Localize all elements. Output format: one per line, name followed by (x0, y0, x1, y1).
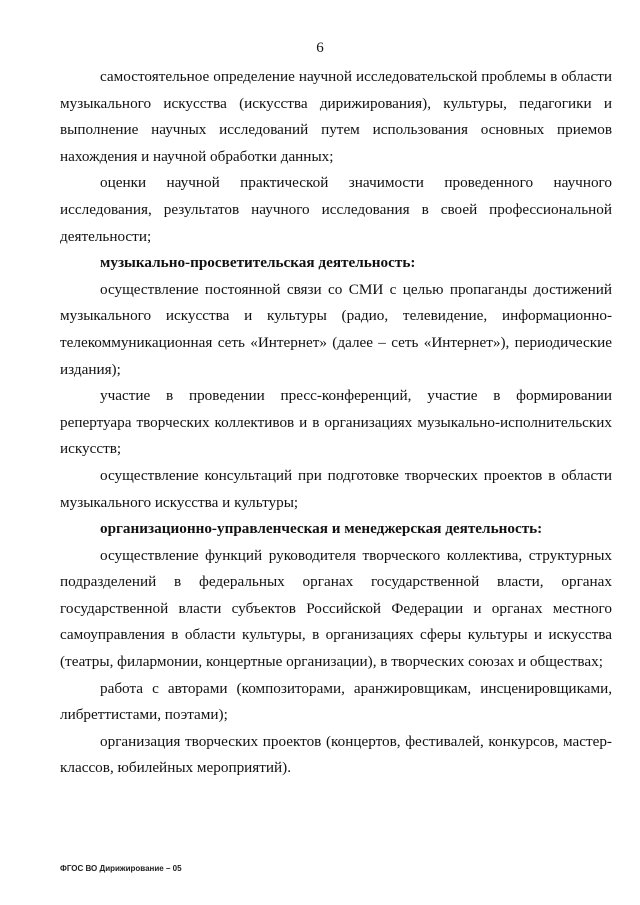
paragraph-media-relations: осуществление постоянной связи со СМИ с целью пропаганды достижений музыкального искусства и культуры (радио, телевидение, информационно-телекоммуникационная сеть «Интернет» (далее – сеть «Интернет»), периодические издания); (60, 280, 612, 378)
document-footer: ФГОС ВО Дирижирование – 05 (60, 864, 182, 873)
heading-music-education: музыкально-просветительская деятельность: (100, 254, 416, 272)
paragraph-research-problem: самостоятельное определение научной исследовательской проблемы в области музыкального искусства (искусства дирижирования), культуры, педагогики и выполнение научных исследований путем использования основных приемов нахождения и научной обработки данных; (60, 68, 612, 165)
paragraph-leadership-functions: осуществление функций руководителя творческого коллектива, структурных подразделений в федеральных органах государственной власти, органах государственной власти субъектов Российской Федерации и органах местного самоуправления в области культуры, в организациях сферы культуры и искусства (театры, филармонии, концертные организации), в творческих союзах и обществах; (60, 546, 612, 671)
paragraph-work-with-authors: работа с авторами (композиторами, аранжировщикам, инсценировщиками, либреттистами, поэтами); (60, 679, 612, 724)
paragraph-consultations: осуществление консультаций при подготовке творческих проектов в области музыкального искусства и культуры; (60, 466, 612, 511)
paragraph-creative-projects: организация творческих проектов (концертов, фестивалей, конкурсов, мастер-классов, юбилейных мероприятий). (60, 732, 612, 777)
page-number: 6 (316, 40, 324, 56)
paragraph-evaluation: оценки научной практической значимости проведенного научного исследования, результатов научного исследования в своей профессиональной деятельности; (60, 174, 612, 245)
paragraph-press-conferences: участие в проведении пресс-конференций, участие в формировании репертуара творческих коллективов и в организациях музыкально-исполнительских искусств; (60, 387, 612, 458)
heading-management: организационно-управленческая и менеджерская деятельность: (100, 520, 543, 538)
document-body (60, 64, 612, 782)
